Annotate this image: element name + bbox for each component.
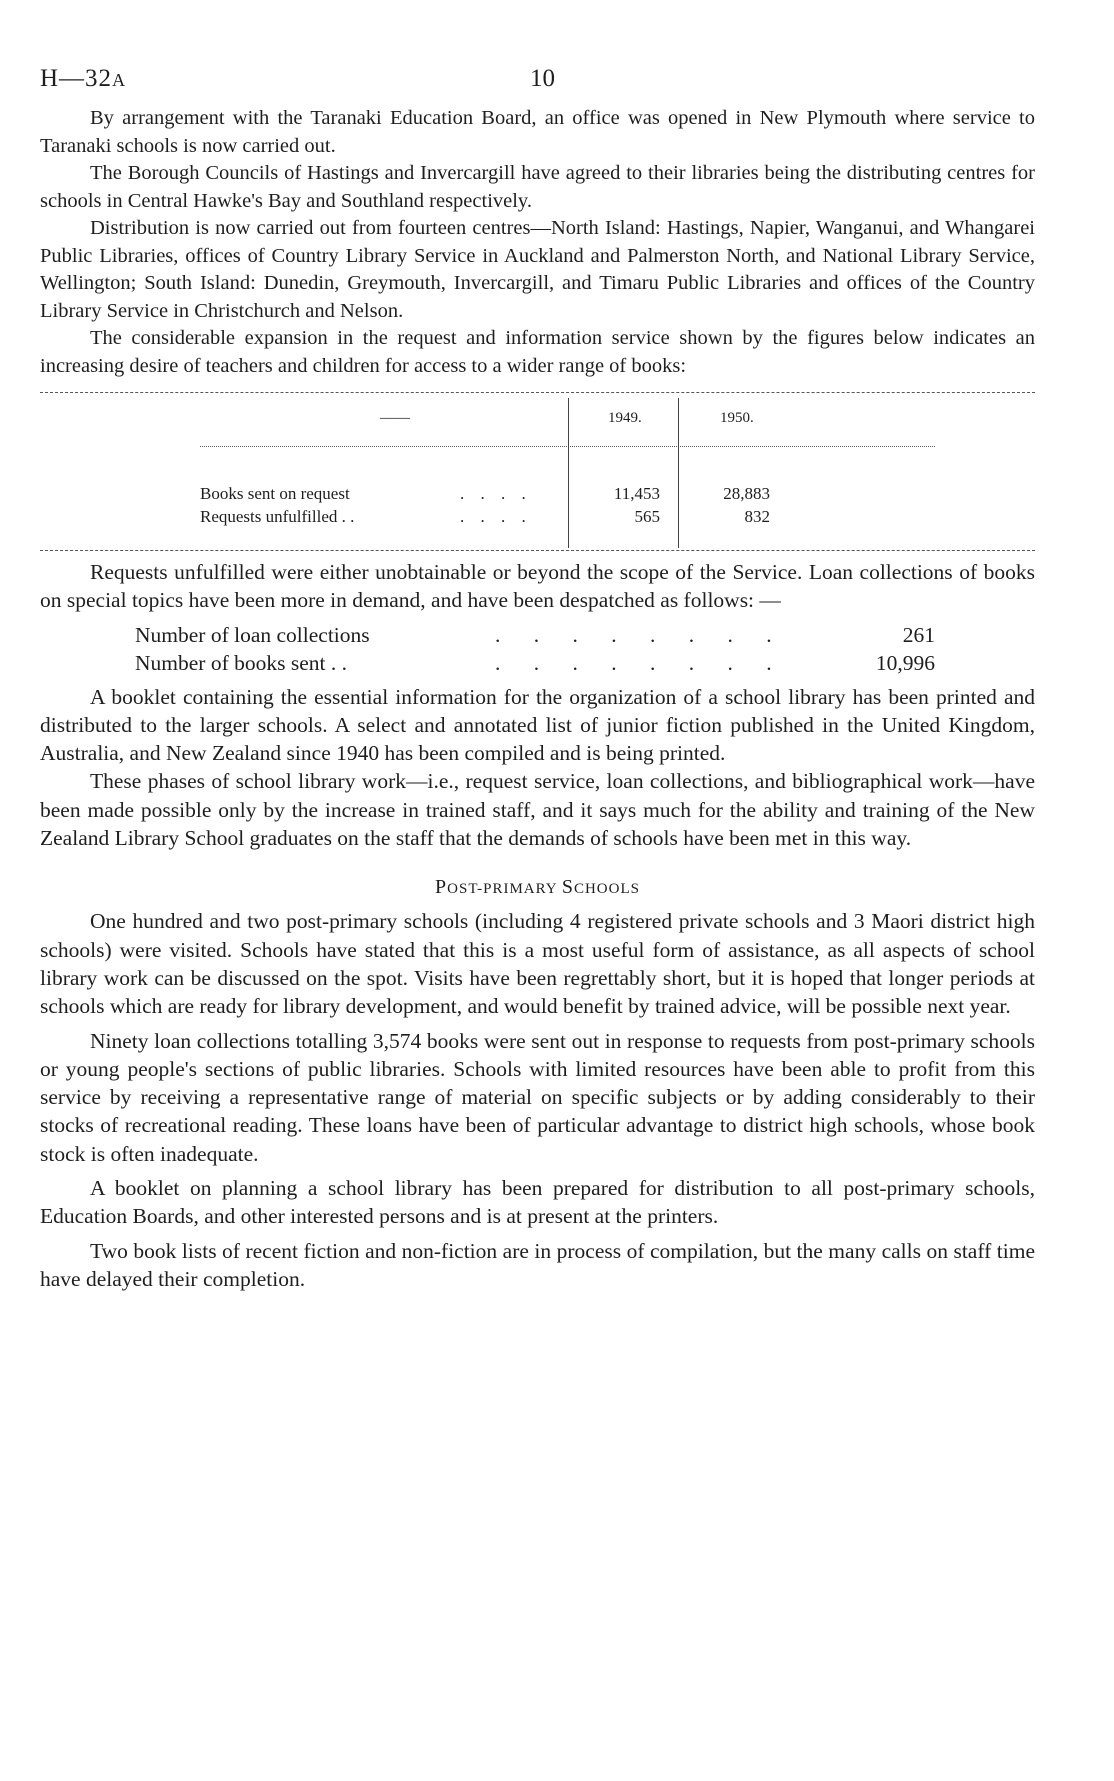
paragraph: The considerable expansion in the request and information service shown by the figures below indicates an increasing desire of teachers and children for access to a wider range of books: — [40, 327, 1035, 377]
table-row-label: Books sent on request — [200, 484, 350, 503]
paragraph: These phases of school library work—i.e., request service, loan collections, and bibliographical work—have been made possible only by the increase in trained staff, and it says much for the ability and training of the New Zealand Library School graduates on the staff that the demands of schools have been met in this way. — [40, 769, 1035, 851]
table-rule-top — [40, 392, 1035, 393]
document-reference — [40, 65, 126, 93]
table-column-divider — [568, 398, 569, 548]
table-cell: 832 — [744, 507, 770, 526]
heading-initial: S — [561, 876, 574, 899]
list-item — [135, 649, 1035, 677]
table-row-leader: . . . . — [460, 484, 532, 503]
table-row-leader: . . . . — [460, 507, 532, 526]
heading-smallcaps: CHOOLS — [573, 881, 640, 898]
table-column-header: 1949. — [608, 410, 642, 426]
paragraph: Ninety loan collections totalling 3,574 books were sent out in response to requests from post-primary schools or young people's sections of public libraries. Schools with limited resources have been able to profit from this service by receiving a representative range of material on specific subjects or by adding considerably to their stocks of recreational reading. These loans have been of particular advantage to district high schools, whose book stock is often inadequate. — [40, 1028, 1035, 1166]
reference-suffix: A — [112, 70, 127, 90]
table-rule-bottom — [40, 550, 1035, 551]
section-heading — [40, 876, 1035, 899]
paragraph: Two book lists of recent fiction and non-fiction are in process of compilation, but the many calls on staff time have delayed their completion. — [40, 1238, 1035, 1291]
paragraph: A booklet containing the essential information for the organization of a school library has been printed and distributed to the larger schools. A select and annotated list of junior fiction published in the United Kingdom, Australia, and New Zealand since 1940 has been compiled and is being printed. — [40, 684, 1035, 766]
loan-list-label: Number of loan collections — [135, 622, 370, 647]
top-paragraphs — [40, 105, 1035, 380]
page-number: 10 — [530, 65, 555, 92]
paragraph: The Borough Councils of Hastings and Invercargill have agreed to their libraries being the distributing centres for schools in Central Hawke's Bay and Southland respectively. — [40, 162, 1035, 212]
heading-smallcaps: OST-PRIMARY — [447, 881, 562, 898]
loan-list-label: Number of books sent . . — [135, 650, 347, 675]
list-item — [135, 621, 1035, 649]
loan-list — [135, 621, 1035, 677]
table-column-header: 1950. — [720, 410, 754, 426]
table-stub-header: —— — [380, 410, 410, 426]
page-header — [40, 0, 1035, 105]
after-list-paragraphs — [40, 683, 1035, 853]
table-cell: 11,453 — [613, 484, 660, 503]
statistics-table — [40, 388, 1035, 558]
paragraph: One hundred and two post-primary schools (including 4 registered private schools and 3 Maori district high schools) were visited. Schools have stated that this is a most useful form of assistance, as all aspects of school library work can be discussed on the spot. Visits have been regrettably short, but it is hoped that longer periods at schools which are ready for library development, and would benefit by trained advice, will be possible next year. — [40, 909, 1035, 1019]
loan-list-leader: . . . . . . . . — [495, 650, 786, 675]
middle-paragraphs — [40, 558, 1035, 615]
paragraph: Distribution is now carried out from fourteen centres—North Island: Hastings, Napier, Wanganui, and Whangarei Public Libraries, offices of Country Library Service in Auckland and Palmerston North, and National Library Service, Wellington; South Island: Dunedin, Greymouth, Invercargill, and Timaru Public Libraries and offices of the Country Library Service in Christchurch and Nelson. — [40, 217, 1035, 322]
table-row-label: Requests unfulfilled . . — [200, 507, 355, 526]
paragraph: Requests unfulfilled were either unobtainable or beyond the scope of the Service. Loan collections of books on special topics have been more in demand, and have been despatched as follows: — — [40, 560, 1035, 613]
loan-list-value: 261 — [902, 622, 935, 647]
paragraph: By arrangement with the Taranaki Education Board, an office was opened in New Plymouth where service to Taranaki schools is now carried out. — [40, 107, 1035, 157]
table-cell: 565 — [634, 507, 660, 526]
reference-main: H—32 — [40, 65, 113, 92]
document-page — [40, 0, 1035, 1293]
loan-list-leader: . . . . . . . . — [495, 622, 786, 647]
table-cell: 28,883 — [723, 484, 770, 503]
table-column-divider — [678, 398, 679, 548]
bottom-paragraphs — [40, 907, 1035, 1293]
heading-initial: P — [435, 876, 448, 899]
loan-list-value: 10,996 — [875, 650, 935, 675]
paragraph: A booklet on planning a school library has been prepared for distribution to all post-primary schools, Education Boards, and other interested persons and is at present at the printers. — [40, 1176, 1035, 1229]
